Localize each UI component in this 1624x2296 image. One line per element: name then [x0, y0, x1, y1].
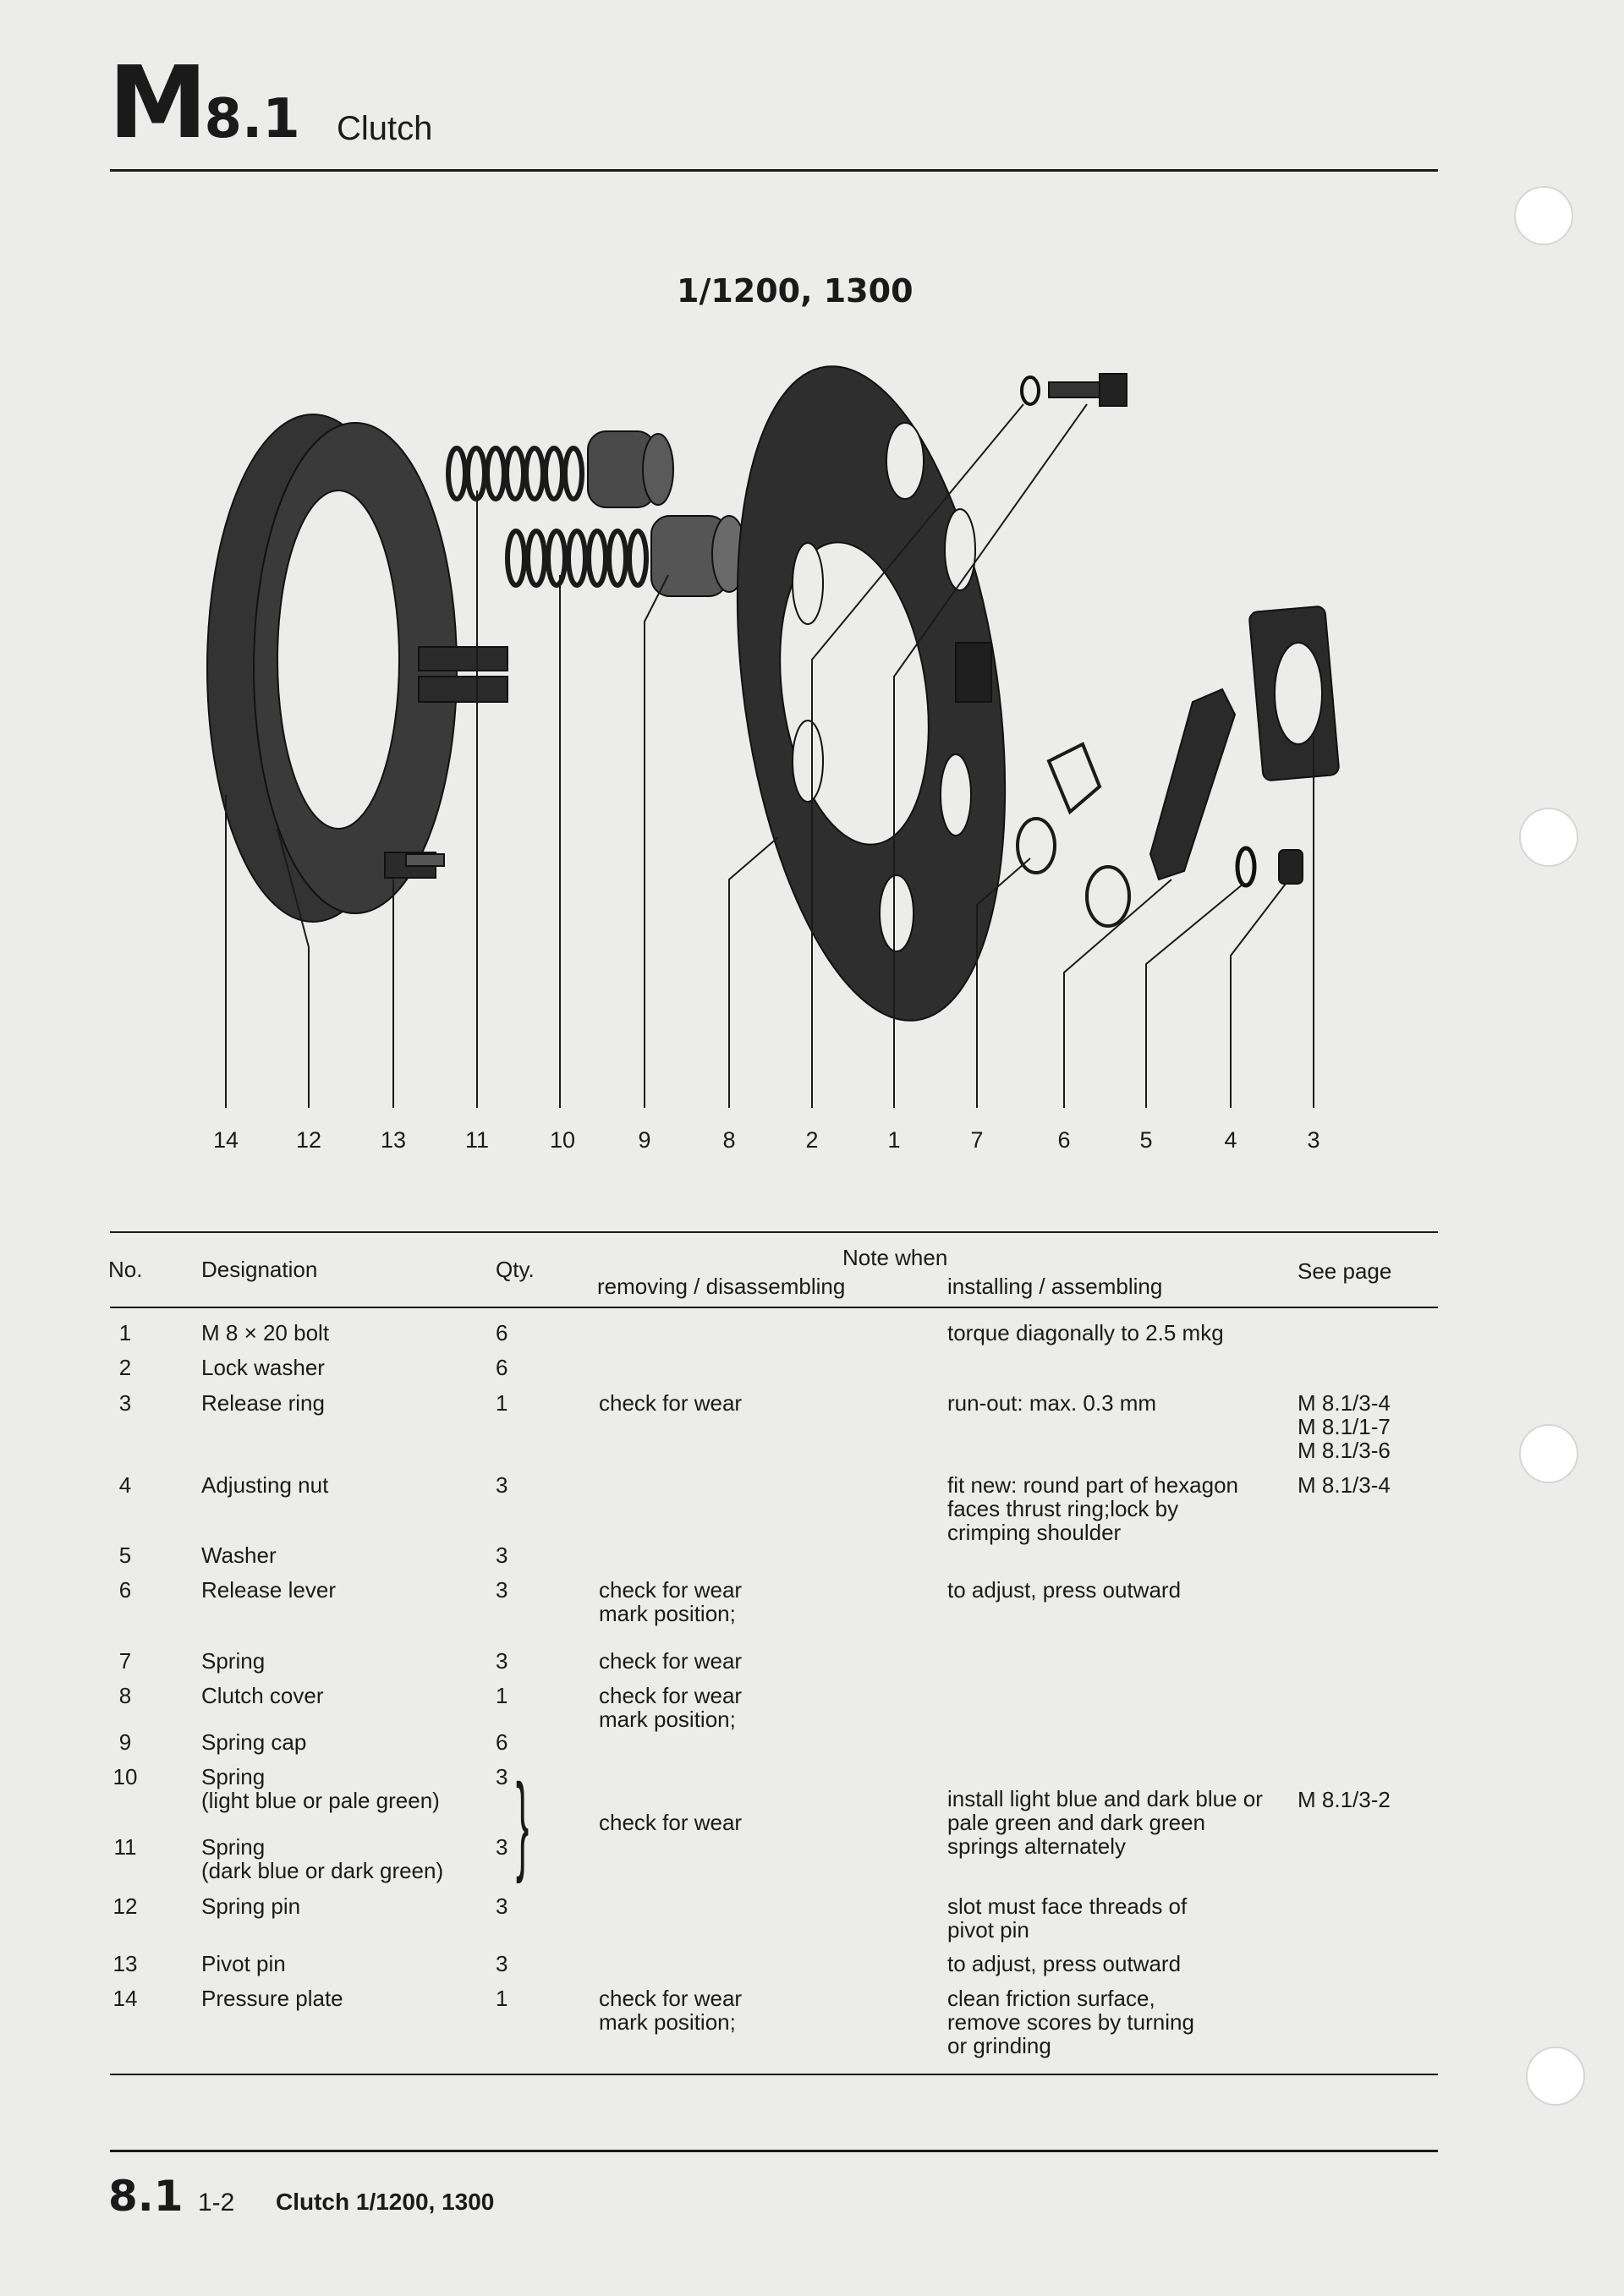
cell-designation: Release lever [201, 1577, 336, 1603]
cell-qty: 3 [496, 1834, 508, 1860]
cell-qty: 1 [496, 1986, 508, 2011]
cell-installing: clean friction surface, remove scores by turning or grinding [947, 1986, 1194, 2058]
cell-no: 11 [113, 1834, 137, 1860]
cell-no: 5 [118, 1543, 132, 1568]
cell-qty: 3 [496, 1764, 508, 1789]
table-top-rule [110, 1231, 1438, 1233]
cell-designation: Spring (light blue or pale green) [201, 1764, 440, 1813]
cell-installing: to adjust, press outward [947, 1577, 1182, 1603]
cell-removing: check for wear mark position; [599, 1577, 743, 1626]
punch-hole [1526, 2047, 1585, 2106]
washer-illustration [1237, 848, 1254, 885]
cell-qty: 3 [496, 1543, 508, 1568]
spring-group-installing: install light blue and dark blue or pale green and dark green springs alternately [947, 1786, 1263, 1859]
col-header-note-when: Note when [842, 1245, 948, 1270]
footer-page-number: 1-2 [198, 2189, 235, 2217]
table-bottom-rule [110, 2074, 1438, 2075]
spring-11-illustration [448, 448, 582, 499]
cell-designation: Lock washer [201, 1355, 325, 1380]
col-header-qty: Qty. [496, 1257, 535, 1282]
cell-designation: Pressure plate [201, 1986, 343, 2011]
cell-qty: 1 [496, 1390, 508, 1416]
release-ring-illustration [1248, 606, 1339, 781]
col-header-installing: installing / assembling [947, 1274, 1163, 1299]
footer-rule [110, 2150, 1438, 2152]
callout-label: 6 [1057, 1127, 1071, 1153]
cell-qty: 3 [496, 1577, 508, 1603]
callout-label: 9 [638, 1127, 651, 1153]
footer-title: Clutch 1/1200, 1300 [276, 2189, 495, 2215]
callout-label: 8 [722, 1127, 736, 1153]
callout-label: 3 [1307, 1127, 1320, 1153]
spring-group-brace: } [516, 1761, 529, 1884]
cell-no: 10 [112, 1764, 138, 1789]
callout-label: 13 [380, 1127, 407, 1153]
footer-section-code: 8.1 [108, 2172, 184, 2221]
adjusting-nut-illustration [1279, 850, 1303, 884]
section-code-letter: M [108, 44, 205, 161]
callout-label: 5 [1139, 1127, 1153, 1153]
cell-no: 3 [118, 1390, 132, 1416]
callout-label: 2 [805, 1127, 819, 1153]
cell-designation: Release ring [201, 1390, 325, 1416]
section-code-number: 8.1 [204, 88, 300, 151]
callout-label: 12 [295, 1127, 322, 1153]
cell-no: 9 [118, 1729, 132, 1755]
spring-10-illustration [508, 531, 646, 585]
callout-label: 7 [970, 1127, 984, 1153]
col-header-designation: Designation [201, 1257, 318, 1282]
cell-no: 6 [118, 1577, 132, 1603]
cell-no: 14 [112, 1986, 138, 2011]
cell-qty: 6 [496, 1355, 508, 1380]
cell-no: 7 [118, 1648, 132, 1674]
cell-designation: Spring cap [201, 1729, 307, 1755]
cell-installing: torque diagonally to 2.5 mkg [947, 1320, 1224, 1345]
cell-qty: 1 [496, 1683, 508, 1708]
cell-no: 2 [118, 1355, 132, 1380]
cell-removing: check for wear [599, 1648, 743, 1674]
cell-installing: fit new: round part of hexagon faces thrust ring;lock by crimping shoulder [947, 1472, 1239, 1545]
callout-label: 14 [212, 1127, 239, 1153]
cell-designation: Clutch cover [201, 1683, 324, 1708]
cell-removing: check for wear mark position; [599, 1986, 743, 2035]
cell-designation: Washer [201, 1543, 277, 1568]
cell-removing: check for wear [599, 1390, 743, 1416]
cell-removing: check for wear mark position; [599, 1683, 743, 1732]
cell-see-page: M 8.1/3-4 [1298, 1472, 1391, 1498]
diagram-subtitle: 1/1200, 1300 [677, 272, 914, 310]
cell-qty: 3 [496, 1951, 508, 1976]
cell-installing: to adjust, press outward [947, 1951, 1182, 1976]
cell-qty: 3 [496, 1893, 508, 1919]
cell-installing: run-out: max. 0.3 mm [947, 1390, 1157, 1416]
release-spring-illustration [1018, 744, 1129, 926]
callout-label: 11 [464, 1127, 490, 1153]
spring-group-removing: check for wear [599, 1810, 743, 1835]
header-bottom-rule [110, 1307, 1438, 1308]
punch-hole [1519, 1424, 1578, 1483]
callout-label: 4 [1224, 1127, 1237, 1153]
col-header-no: No. [108, 1257, 143, 1282]
cell-installing: slot must face threads of pivot pin [947, 1893, 1188, 1943]
cell-designation: Spring pin [201, 1893, 301, 1919]
cell-qty: 6 [496, 1729, 508, 1755]
cell-no: 12 [112, 1893, 138, 1919]
cell-qty: 3 [496, 1648, 508, 1674]
callout-label: 10 [549, 1127, 576, 1153]
clutch-cover-illustration [700, 349, 1043, 1038]
cell-designation: M 8 × 20 bolt [201, 1320, 330, 1345]
release-lever-illustration [1150, 689, 1235, 879]
cell-qty: 3 [496, 1472, 508, 1498]
section-title: Clutch [337, 110, 433, 147]
cell-no: 4 [118, 1472, 132, 1498]
col-header-see-page: See page [1298, 1258, 1392, 1284]
cell-no: 13 [112, 1951, 138, 1976]
cell-see-page: M 8.1/3-4 M 8.1/1-7 M 8.1/3-6 [1298, 1390, 1391, 1463]
cell-designation: Spring [201, 1648, 266, 1674]
cell-no: 1 [118, 1320, 132, 1345]
cell-qty: 6 [496, 1320, 508, 1345]
bolt-illustration [1022, 374, 1127, 406]
cell-designation: Pivot pin [201, 1951, 286, 1976]
col-header-removing: removing / disassembling [597, 1274, 846, 1299]
callout-label: 1 [887, 1127, 901, 1153]
cell-designation: Spring (dark blue or dark green) [201, 1834, 444, 1883]
cell-designation: Adjusting nut [201, 1472, 329, 1498]
spring-group-see-page: M 8.1/3-2 [1298, 1787, 1391, 1812]
cell-no: 8 [118, 1683, 132, 1708]
